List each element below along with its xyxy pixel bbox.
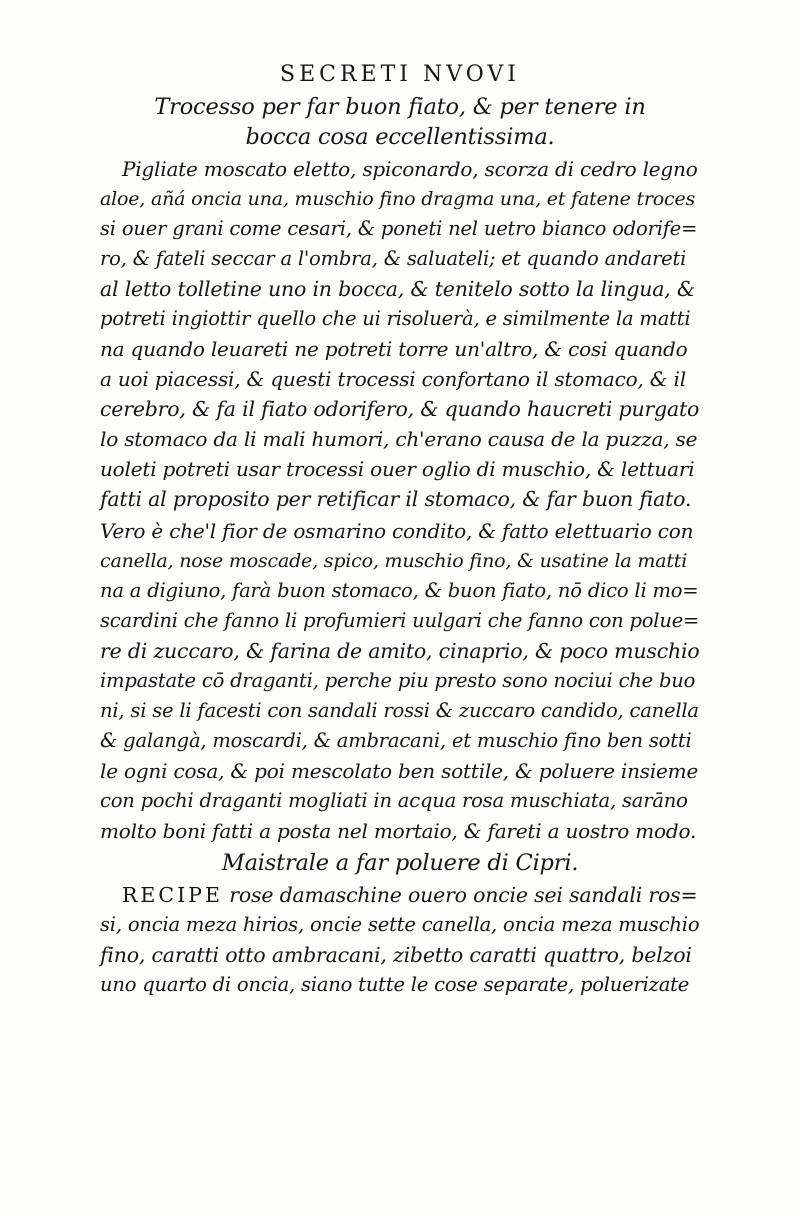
heading-trocesso-line1: Trocesso per far buon fiato, & per tenere in: [154, 94, 646, 120]
paragraph-line: fino, caratti otto ambracani, zibetto caratti quattro, belzoi: [100, 943, 692, 967]
recipe-caps: RECIPE: [122, 883, 223, 907]
running-head: SECRETI NVOVI: [280, 62, 520, 87]
paragraph-line: & galangà, moscardi, & ambracani, et muschio fino ben sotti: [100, 729, 692, 752]
paragraph-line: uno quarto di oncia, siano tutte le cose separate, poluerizate: [100, 973, 690, 996]
paragraph-line: molto boni fatti a posta nel mortaio, & fareti a uostro modo.: [100, 819, 697, 843]
paragraph-line: [122, 880, 697, 910]
paragraph-line: uoleti potreti usar trocessi ouer oglio di muschio, & lettuari: [100, 457, 695, 481]
paragraph-line: fatti al proposito per retificar il stomaco, & far buon fiato.: [100, 487, 692, 511]
paragraph-line: ni, si se li facesti con sandali rossi & zuccaro candido, canella: [100, 699, 699, 722]
paragraph-line: Pigliate moscato eletto, spiconardo, scorza di cedro legno: [122, 157, 698, 181]
paragraph-line: si ouer grani come cesari, & poneti nel uetro bianco odorife=: [100, 217, 698, 240]
paragraph-line: aloe, añá oncia una, muschio fino dragma una, et fatene troces: [100, 188, 696, 210]
paragraph-line: ro, & fateli seccar a l'ombra, & saluateli; et quando andareti: [100, 247, 687, 270]
heading-maistrale: Maistrale a far poluere di Cipri.: [221, 850, 579, 876]
paragraph-line: potreti ingiottir quello che ui risoluerà, e similmente la matti: [100, 307, 691, 330]
paragraph-line: impastate cō draganti, perche piu presto sono nociui che buo: [100, 669, 696, 692]
heading-trocesso-line2: bocca cosa eccellentissima.: [245, 124, 555, 150]
paragraph-line: le ogni cosa, & poi mescolato ben sottile, & poluere insieme: [100, 759, 699, 783]
paragraph-line: lo stomaco da li mali humori, ch'erano causa de la puzza, se: [100, 427, 698, 451]
paragraph-line: re di zuccaro, & farina de amito, cinaprio, & poco muschio: [100, 639, 700, 663]
paragraph-line: canella, nose moscade, spico, muschio fino, & usatine la matti: [100, 550, 688, 572]
paragraph-line: na a digiuno, farà buon stomaco, & buon fiato, nō dico li mo=: [100, 579, 699, 602]
paragraph-line: al letto tolletine uno in bocca, & tenitelo sotto la lingua, &: [100, 277, 695, 301]
paragraph-line: Vero è che'l fior de osmarino condito, & fatto elettuario con: [100, 519, 694, 543]
paragraph-line: a uoi piacessi, & questi trocessi confortano il stomaco, & il: [100, 367, 686, 391]
paragraph-line: scardini che fanno li profumieri uulgari che fanno con polue=: [100, 609, 700, 632]
paragraph-line: si, oncia meza hirios, oncie sette canella, oncia meza muschio: [100, 913, 700, 936]
paragraph-line: na quando leuareti ne potreti torre un'altro, & cosi quando: [100, 337, 688, 361]
paragraph-line: con pochi draganti mogliati in acqua rosa muschiata, sarāno: [100, 789, 688, 812]
paragraph-line: cerebro, & fa il fiato odorifero, & quando haucreti purgato: [100, 397, 700, 421]
recipe-first-line: rose damaschine ouero oncie sei sandali ros=: [222, 883, 698, 907]
